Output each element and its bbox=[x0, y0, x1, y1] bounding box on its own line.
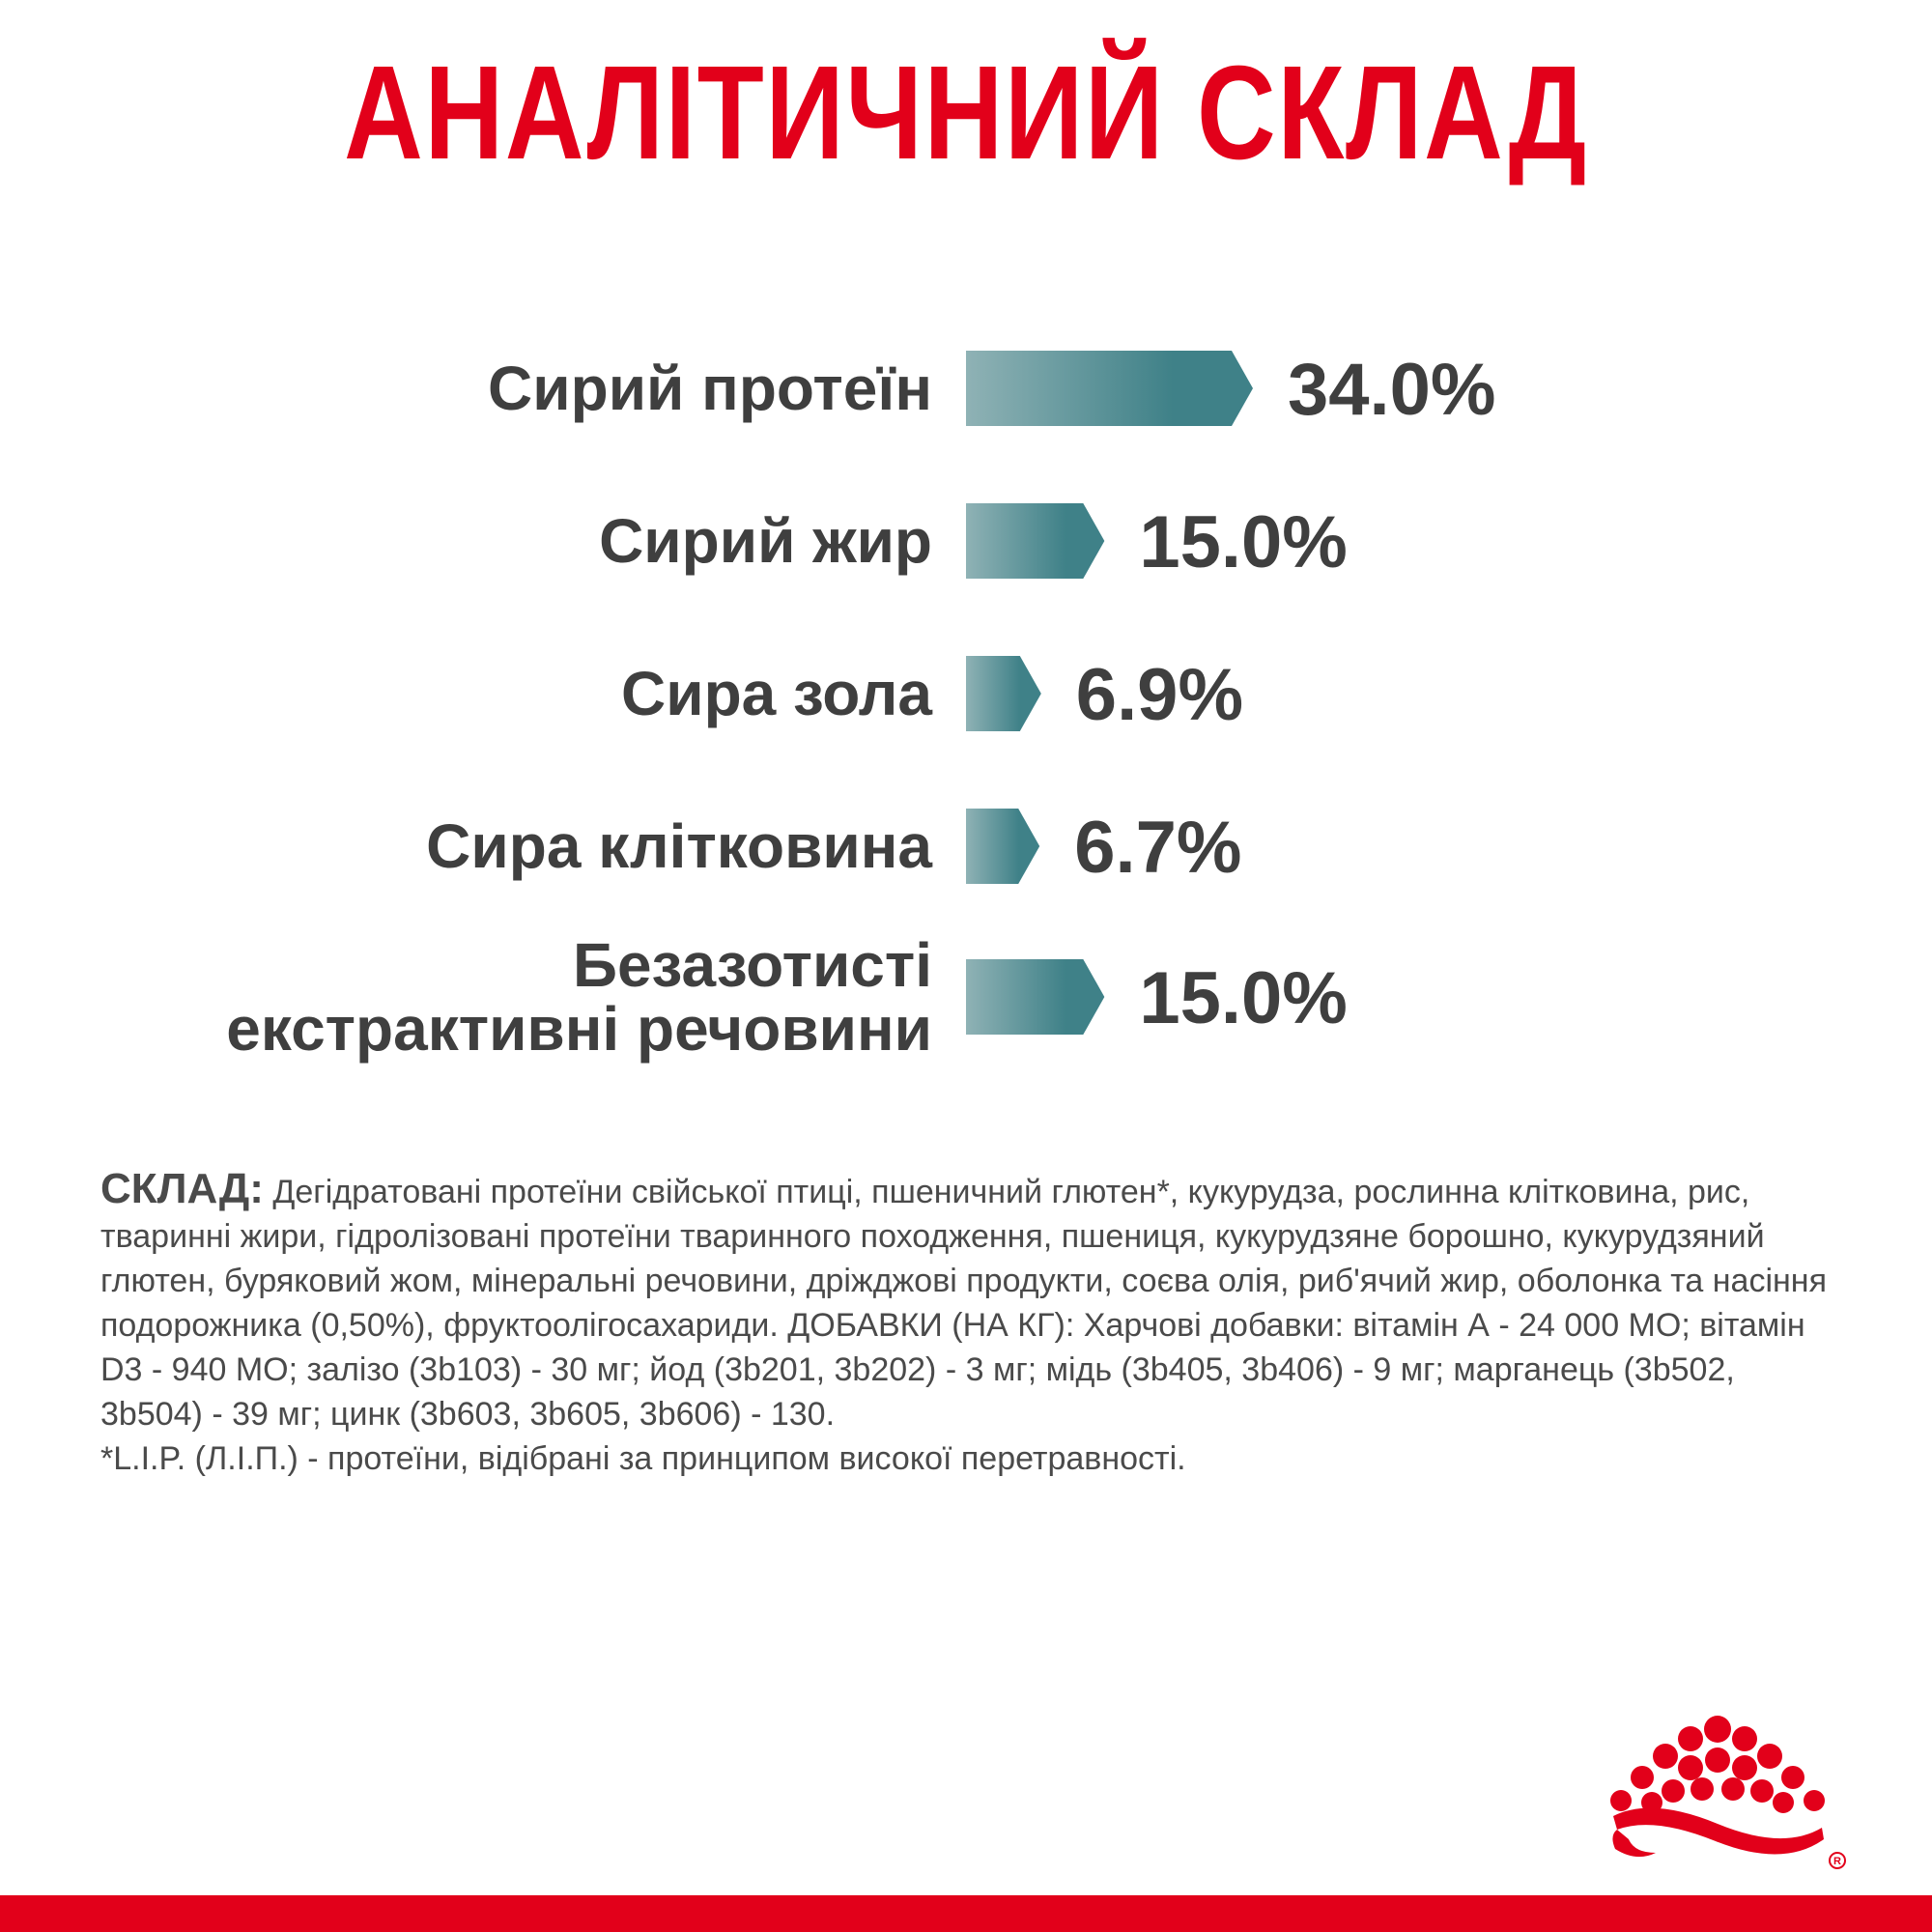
composition-body: Дегідратовані протеїни свійської птиці, пшеничний глютен*, кукурудза, рослинна клітковина, рис, тваринні жири, гідролізовані протеїни тваринного походження, пшениця, кукурудзяне борошно, кукурудзяний глютен, буряковий жом, мінеральні речовини, дріжджові продукти, соєва олія, риб'ячий жир, оболонка та насіння подорожника (0,50%), фруктоолігосахариди. ДОБАВКИ (НА КГ): Харчові добавки: вітамін А - 24 000 МО; вітамін D3 - 940 МО; залізо (3b103) - 30 мг; йод (3b201, 3b202) - 3 мг; мідь (3b405, 3b406) - 9 мг; марганець (3b502, 3b504) - 39 мг; цинк (3b603, 3b605, 3b606) - 130. bbox=[100, 1174, 1827, 1433]
row-label-1-0: Сирий жир bbox=[599, 506, 932, 576]
bottom-brand-bar bbox=[0, 1895, 1932, 1932]
logo-dot-1 bbox=[1678, 1726, 1703, 1751]
logo-dot-0 bbox=[1704, 1716, 1731, 1743]
logo-dot-2 bbox=[1732, 1726, 1757, 1751]
logo-dot-7 bbox=[1610, 1790, 1632, 1811]
crown-dots-logo-icon bbox=[1584, 1708, 1855, 1872]
logo-dot-3 bbox=[1653, 1744, 1678, 1769]
logo-dot-6 bbox=[1781, 1766, 1804, 1789]
row-label-2-0: Сира зола bbox=[621, 659, 932, 728]
logo-dot-14 bbox=[1721, 1777, 1745, 1801]
logo-dot-13 bbox=[1690, 1777, 1714, 1801]
logo-dot-4 bbox=[1757, 1744, 1782, 1769]
row-label-4-1: екстрактивні речовини bbox=[226, 994, 932, 1064]
page-title: АНАЛІТИЧНИЙ СКЛАД bbox=[344, 39, 1588, 187]
logo-dot-9 bbox=[1678, 1755, 1703, 1780]
bar-2 bbox=[966, 656, 1041, 731]
composition-text bbox=[100, 1167, 1844, 1481]
bar-4 bbox=[966, 959, 1104, 1035]
value-label-3: 6.7% bbox=[1074, 807, 1242, 889]
value-label-4: 15.0% bbox=[1139, 957, 1348, 1039]
logo-dot-8 bbox=[1804, 1790, 1825, 1811]
logo-dot-12 bbox=[1662, 1779, 1685, 1803]
logo-dot-11 bbox=[1732, 1755, 1757, 1780]
bar-3 bbox=[966, 809, 1039, 884]
bar-1 bbox=[966, 503, 1104, 579]
bar-0 bbox=[966, 351, 1253, 426]
svg-text:R: R bbox=[1833, 1856, 1841, 1867]
row-label-3-0: Сира клітковина bbox=[426, 811, 932, 881]
composition-label: СКЛАД: bbox=[100, 1165, 264, 1212]
logo-dot-10 bbox=[1705, 1747, 1730, 1773]
value-label-1: 15.0% bbox=[1139, 501, 1348, 583]
row-label-4-0: Безазотисті bbox=[572, 930, 932, 1000]
value-label-2: 6.9% bbox=[1075, 654, 1244, 736]
value-label-0: 34.0% bbox=[1288, 349, 1496, 431]
logo-dot-15 bbox=[1750, 1779, 1774, 1803]
composition-footnote: *L.I.P. (Л.І.П.) - протеїни, відібрані за принципом високої перетравності. bbox=[100, 1440, 1186, 1477]
logo-dot-5 bbox=[1631, 1766, 1654, 1789]
logo-dot-17 bbox=[1773, 1792, 1794, 1813]
row-label-0-0: Сирий протеїн bbox=[488, 354, 932, 423]
